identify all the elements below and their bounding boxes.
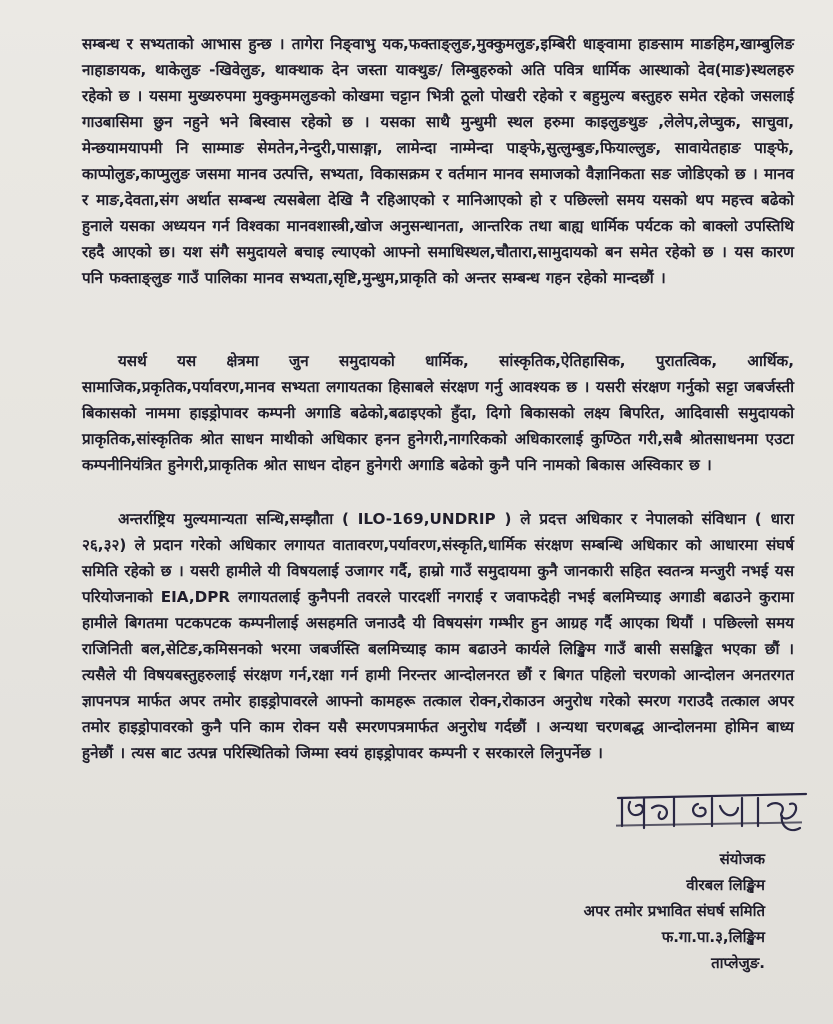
paragraph-1: सम्बन्ध र सभ्यताको आभास हुन्छ । तागेरा निङ्वाभु यक,फक्ताङ्लुङ,मुक्कुमलुङ,इम्बिरी धाङ्वामा हाङसाम माङहिम,खाम्बुलिङ नाहाङायक, थाकेलुङ -खिवेलुङ, थाक्थाक देन जस्ता याक्थुङ/ लिम्बुहरुको अति पवित्र धार्मिक आस्थाको देव(माङ)स्थलहरु रहेको छ । यसमा मुख्यरुपमा मुक्कुममलुङको कोखमा चट्टान भित्री ठूलो पोखरी रहेको र बहुमुल्य बस्तुहरु समेत रहेको जसलाई गाउबासिमा छुन नहुने भने बिस्वास रहेको छ । यसका साथै मुन्धुमी स्थल हरुमा काइलुङथुङ ,लेलेप,लेप्चुक, साचुवा, मेन्छयामयापमी नि साम्माङ सेमतेन,नेन्दुरी,पासाङ्गा, लामेन्दा नाम्मेन्दा पाङ्फे,सुत्लुम्बुङ,फियाल्लुङ, सावायेतहाङ पाङ्फे, काप्पोलुङ,काप्मुलुङ जसमा मानव उत्पत्ति, सभ्यता, विकासक्रम र वर्तमान मानव समाजको वैज्ञानिकता सङ जोडिएको छ । मानव र माङ,देवता,संग अर्थात सम्बन्ध त्यसबेला देखि नै रहिआएको र मानिआएको हो र पछिल्लो समय यसको थप महत्त्व बढेको हुनाले यसका अध्ययन गर्न विश्वका मानवशास्त्री,खोज अनुसन्धानता, आन्तरिक तथा बाह्य धार्मिक पर्यटक को बाक्लो उपस्तिथि रहदै आएको छ। यश संगै समुदायले बचाइ ल्याएको आफ्नो समाधिस्थल,चौतारा,सामुदायको बन समेत रहेको छ । यस कारण पनि फक्ताङ्लुङ गाउँ पालिका मानव सभ्यता,सृष्टि,मुन्धुम,प्राकृति को अन्तर सम्बन्ध गहन रहेको मान्दछौं । <box>82 35 794 288</box>
signoff-role: संयोजक <box>719 850 765 868</box>
signoff-ward: फ.गा.पा.३,लिङ्खिम <box>661 928 765 946</box>
paragraph-3: अन्तर्राष्ट्रिय मुल्यमान्यता सन्धि,सम्झौता ( ILO-169,UNDRIP ) ले प्रदत्त अधिकार र नेपालको संविधान ( धारा २६,३२) ले प्रदान गरेको अधिकार लगायत वातावरण,पर्यावरण,संस्कृति,धार्मिक संरक्षण सम्बन्धि अधिकार को आधारमा संघर्ष समिति रहेको छ । यसरी हामीले यी विषयलाई उजागर गर्दै, हाम्रो गाउँ समुदायमा कुनै जानकारी सहित स्वतन्त्र मन्जुरी नभई यस परियोजनाको EIA,DPR लगायतलाई कुनैपनी तवरले पारदर्शी नगराई र जवाफदेही नभई बलमिच्याइ अगाडी बढाउने कुरामा हामीले बिगतमा पटकपटक कम्पनीलाई असहमति जनाउदै यी विषयसंग गम्भीर हुन आग्रह गर्दै आएका थियौं । पछिल्लो समय राजिनिती बल,सेटिङ,कमिसनको भरमा जबर्जस्ति बलमिच्याइ काम बढाउने कार्यले लिङ्खिम गाउँ बासी ससङ्कित भएका छौं । त्यसैले यी विषयबस्तुहरुलाई संरक्षण गर्न,रक्षा गर्न हामी निरन्तर आन्दोलनरत छौं र बिगत पहिलो चरणको आन्दोलन अनतरगत ज्ञापनपत्र मार्फत अपर तमोर हाइड्रोपावरले आफ्नो कामहरू तत्काल रोक्न,रोकाउन अनुरोध गरेको स्मरण गराउदै तत्काल अपर तमोर हाइड्रोपावरको कुनै पनि काम रोक्न यसै स्मरणपत्रमार्फत अनुरोध गर्दछौं । अन्यथा चरणबद्ध आन्दोलनमा होमिन बाध्य हुनेछौं । त्यस बाट उत्पन्न परिस्थितिको जिम्मा स्वयं हाइड्रोपावर कम्पनी र सरकारले लिनुपर्नेछ । <box>82 510 794 763</box>
signoff-committee: अपर तमोर प्रभावित संघर्ष समिति <box>583 902 765 920</box>
signoff-district: ताप्लेजुङ. <box>711 954 765 972</box>
signoff-name: वीरबल लिङ्खिम <box>686 876 765 894</box>
handwritten-signature <box>612 788 812 840</box>
signoff-block <box>584 846 765 976</box>
paragraph-2: यसर्थ यस क्षेत्रमा जुन समुदायको धार्मिक, सांस्कृतिक,ऐतिहासिक, पुरातत्विक, आर्थिक, सामाजिक,प्रकृतिक,पर्यावरण,मानव सभ्यता लगायतका हिसाबले संरक्षण गर्नु आवश्यक छ । यसरी संरक्षण गर्नुको सट्टा जबर्जस्ती बिकासको नाममा हाइड्रोपावर कम्पनी अगाडि बढेको,बढाइएको हुँदा, दिगो बिकासको लक्ष्य बिपरित, आदिवासी समुदायको प्राकृतिक,सांस्कृतिक श्रोत साधन माथीको अधिकार हनन हुनेगरी,नागरिकको अधिकारलाई कुण्ठित गरी,सबै श्रोतसाधनमा एउटा कम्पनीनियंत्रित हुनेगरी,प्राकृतिक श्रोत साधन दोहन हुनेगरी अगाडि बढेको कुनै पनि नामको बिकास अस्विकार छ । <box>82 352 794 475</box>
